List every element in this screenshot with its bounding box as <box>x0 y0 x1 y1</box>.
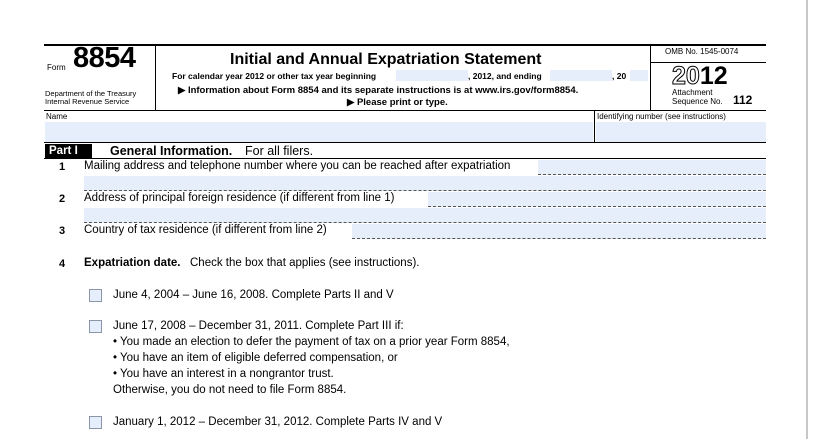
option-2-bullet-1: • You made an election to defer the payment of tax on a prior year Form 8854, <box>113 336 510 348</box>
foreign-residence-field-2[interactable] <box>84 208 766 223</box>
tax-year-begin-field[interactable] <box>396 70 468 81</box>
sequence-label: Sequence No. <box>672 97 723 106</box>
option-3-checkbox[interactable] <box>89 416 102 429</box>
line-4-number: 4 <box>59 258 66 270</box>
foreign-residence-field-1[interactable] <box>428 192 766 207</box>
tax-year-outline: 20 <box>672 62 700 90</box>
tax-year-end-field[interactable] <box>550 70 612 81</box>
dept-line-2: Internal Revenue Service <box>45 97 130 106</box>
tax-residence-field[interactable] <box>352 224 766 239</box>
option-2-otherwise: Otherwise, you do not need to file Form 8854. <box>113 384 347 396</box>
part-1-title: General Information. <box>110 144 233 158</box>
part-1-badge: Part I <box>45 144 92 158</box>
name-label: Name <box>46 112 68 121</box>
line-2-label: Address of principal foreign residence (if different from line 1) <box>84 192 395 204</box>
name-top-rule <box>44 110 766 111</box>
name-bottom-rule <box>44 142 766 143</box>
line-2-number: 2 <box>59 193 66 205</box>
option-3-label: January 1, 2012 – December 31, 2012. Complete Parts IV and V <box>113 416 443 428</box>
header-divider-right <box>650 45 651 110</box>
line-3-label: Country of tax residence (if different from line 2) <box>84 224 327 236</box>
info-line: ▶ Information about Form 8854 and its separate instructions is at www.irs.gov/form8854. <box>178 85 579 96</box>
attachment-label: Attachment <box>672 88 713 97</box>
name-divider <box>594 110 595 143</box>
line-1-label: Mailing address and telephone number where you can be reached after expatriation <box>84 160 511 172</box>
option-2-bullet-3: • You have an interest in a nongrantor trust. <box>113 368 334 380</box>
identifying-number-label: Identifying number (see instructions) <box>597 112 726 121</box>
mailing-address-field-2[interactable] <box>84 176 766 191</box>
calendar-year-label: For calendar year 2012 or other tax year beginning <box>172 71 377 81</box>
calendar-end-label: , 20 <box>612 71 627 81</box>
omb-number: OMB No. 1545-0074 <box>665 47 739 56</box>
option-1-checkbox[interactable] <box>89 289 102 302</box>
mailing-address-field-1[interactable] <box>538 160 766 175</box>
part-1-rule <box>44 158 766 159</box>
line-1-number: 1 <box>59 161 66 173</box>
line-4-bold-label: Expatriation date. <box>84 257 181 269</box>
identifying-number-field[interactable] <box>596 122 766 142</box>
sequence-number: 112 <box>733 93 753 107</box>
page-edge <box>806 0 808 439</box>
tax-year-solid: 12 <box>699 62 728 90</box>
option-2-label: June 17, 2008 – December 31, 2011. Complete Part III if: <box>113 320 404 332</box>
option-2-checkbox[interactable] <box>89 320 102 333</box>
calendar-mid-label: , 2012, and ending <box>468 71 542 81</box>
option-2-bullet-2: • You have an item of eligible deferred compensation, or <box>113 352 398 364</box>
print-line: ▶ Please print or type. <box>347 97 448 108</box>
line-3-number: 3 <box>59 225 66 237</box>
tax-year-end-century-field[interactable] <box>630 70 648 81</box>
form-title: Initial and Annual Expatriation Statement <box>230 51 542 68</box>
header-divider-left <box>155 45 156 110</box>
part-1-subtitle: For all filers. <box>245 144 314 158</box>
name-field[interactable] <box>45 122 593 142</box>
tax-year <box>672 62 728 90</box>
dept-line-1: Department of the Treasury <box>45 89 137 98</box>
line-4-label: Check the box that applies (see instructions). <box>190 257 420 269</box>
form-number: 8854 <box>73 42 136 74</box>
top-rule <box>44 44 766 46</box>
option-1-label: June 4, 2004 – June 16, 2008. Complete Parts II and V <box>113 289 394 301</box>
form-label: Form <box>47 63 66 72</box>
